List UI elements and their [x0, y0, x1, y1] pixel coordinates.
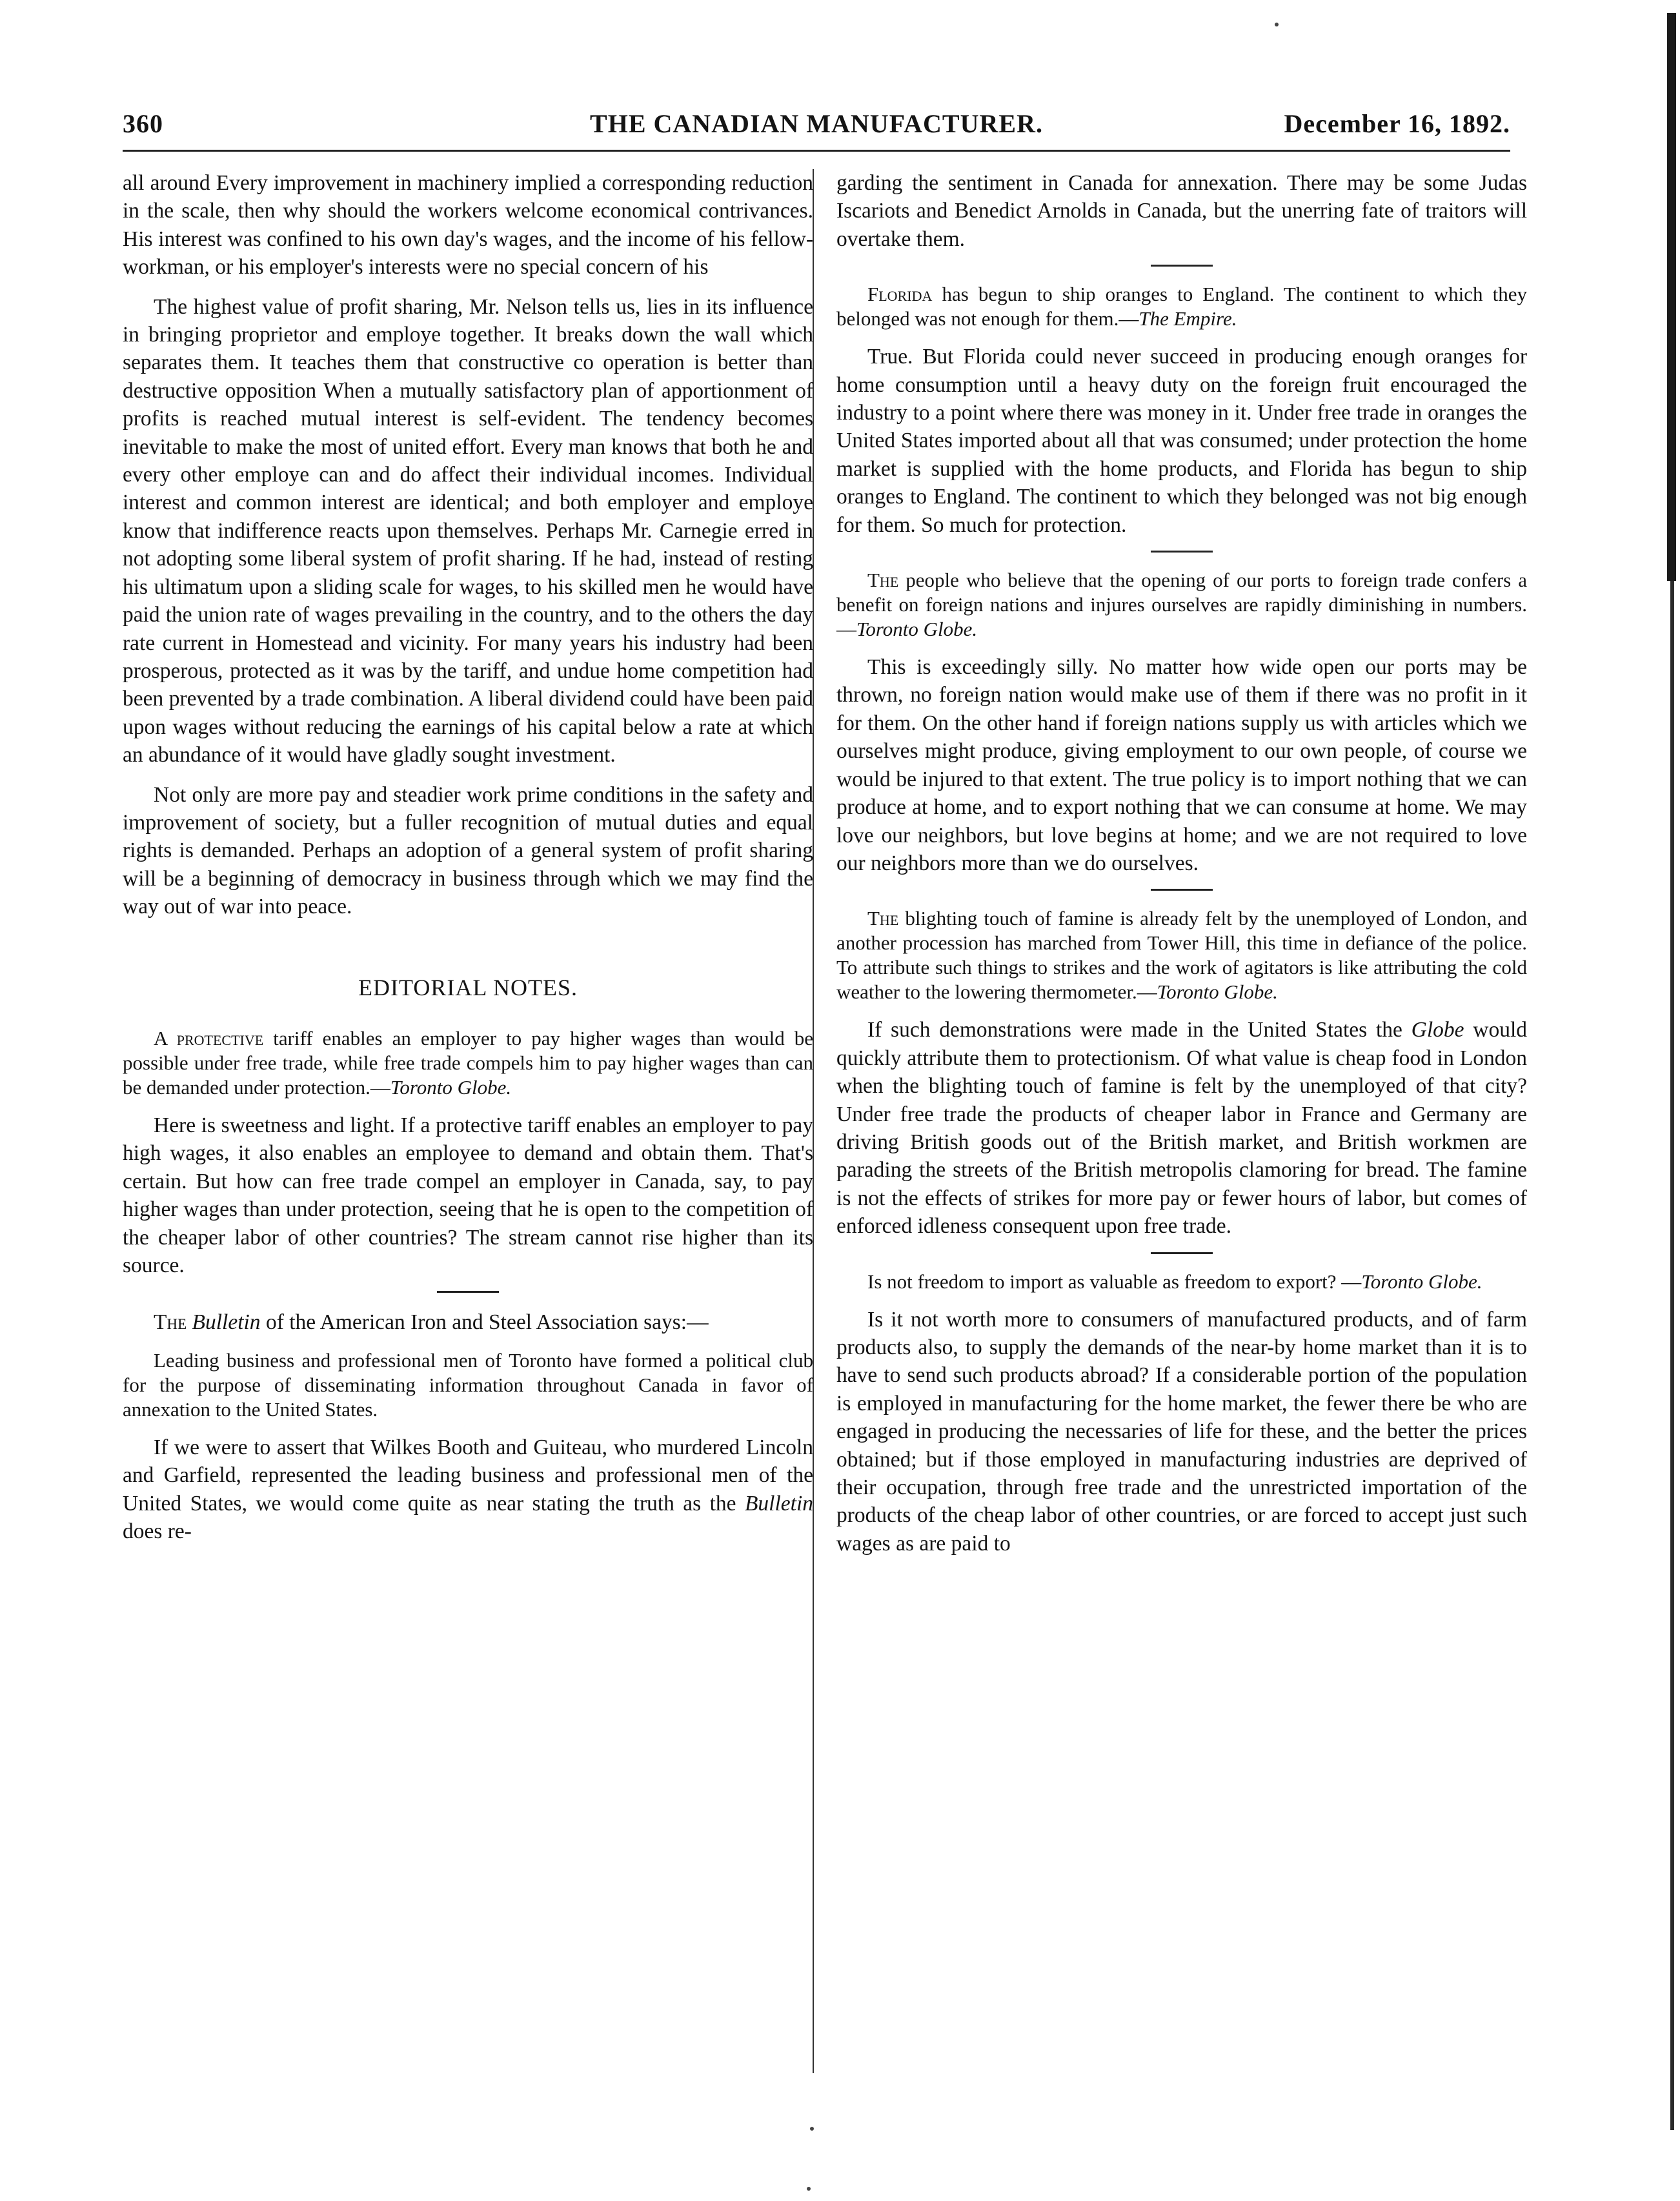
note-separator	[1151, 265, 1213, 267]
note-reply	[836, 1016, 1527, 1240]
note-separator	[1151, 551, 1213, 553]
note-separator	[437, 1291, 499, 1293]
note-separator	[1151, 889, 1213, 891]
note-reply: This is exceedingly silly. No matter how wide open our ports may be thrown, no foreign nation would make use of them if there was no profit in it for them. On the other hand if foreign nations supply us with articles which we ourselves might produce, giving employment to our own people, of course we would be injured to that extent. The true policy is to import nothing that we can produce at home, and to export nothing that we can consume at home. We may love our neighbors, but love begins at home; and we are not required to love our neighbors more than we do ourselves.	[836, 655, 1527, 875]
scan-speck	[810, 2127, 814, 2131]
note-quote	[836, 906, 1527, 1004]
section-heading: EDITORIAL NOTES.	[358, 974, 578, 1000]
note-intro	[123, 1308, 813, 1336]
note-lead: Florida	[867, 283, 933, 306]
note-quote	[836, 1270, 1527, 1294]
left-column	[123, 169, 813, 1557]
quote-source: Toronto Globe.	[856, 618, 978, 641]
reply-text: does re-	[123, 1519, 192, 1544]
note-quote	[123, 1026, 813, 1100]
page-header	[123, 108, 1510, 147]
article-paragraph: Not only are more pay and steadier work prime conditions in the safety and improvement of society, but a fuller recognition of mutual duties and equal rights is demanded. Perhaps an adoption of a general system of profit sharing will be a beginning of democracy in business through which we may find the way out of war into peace.	[123, 782, 813, 919]
right-column	[836, 169, 1527, 1569]
quote-text: tariff enables an employer to pay higher wages than would be possible under free trade, while free trade compels him to pay higher wages than can be demanded under protection.—	[123, 1026, 813, 1099]
publication-name: Bulletin	[192, 1310, 261, 1335]
note-quote: Leading business and professional men of Toronto have formed a political club for the purpose of disseminating information throughout Canada in favor of annexation to the United States.	[123, 1348, 813, 1421]
note-lead: The	[867, 907, 899, 930]
intro-text: of the American Iron and Steel Association says:—	[265, 1310, 709, 1335]
note-lead: The	[154, 1310, 187, 1335]
quote-source: The Empire.	[1139, 307, 1237, 330]
note-separator	[1151, 1252, 1213, 1254]
note-reply	[123, 1434, 813, 1546]
article-paragraph: The highest value of profit sharing, Mr. Nelson tells us, lies in its influence in bringing proprietor and employe together. It breaks down the wall which separates them. It teaches them that constructive co operation is better than destructive opposition When a mutually satisfactory plan of apportionment of profits is reached mutual interest is self-evident. The tendency becomes inevitable to make the most of united effort. Every man knows that both he and every other employe can and do affect their individual incomes. Individual interest and common interest are identical; and both employer and employe know that indifference reacts upon themselves. Perhaps Mr. Carnegie erred in not adopting some liberal system of profit sharing. If he had, instead of resting his ultimatum upon a sliding scale for wages, to his skilled men he would have paid the union rate of wages prevailing in the country, and to the others the day rate current in Homestead and vicinity. For many years his industry had been prosperous, protected as it was by the tariff, and undue home competition had been prevented by a trade combination. A liberal dividend could have been paid upon wages without reducing the earnings of his capital below a rate at which an abundance of it would have gladly sought investment.	[123, 294, 813, 767]
quote-source: Toronto Globe.	[390, 1075, 512, 1099]
quote-text: Is not freedom to import as valuable as freedom to export? —	[867, 1270, 1362, 1293]
reply-text: If such demonstrations were made in the United States the	[867, 1018, 1402, 1042]
quote-text: people who believe that the opening of our ports to foreign trade confers a benefit on foreign nations and injures ourselves are rapidly diminishing in numbers.—	[836, 569, 1528, 641]
scan-speck	[807, 2187, 811, 2191]
note-lead: The	[867, 569, 899, 592]
reply-text: If we were to assert that Wilkes Booth and Guiteau, who murdered Lincoln and Garfield, represented the leading business and professional men of the United States, we would come quite as near stating the truth as the	[123, 1435, 813, 1516]
note-quote	[836, 282, 1527, 331]
note-reply: True. But Florida could never succeed in producing enough oranges for home consumption until a heavy duty on the foreign fruit encouraged the industry to a point where there was money in it. Under free trade in oranges the United States imported about all that was consumed; under protection the home market is supplied with the home products, and Florida has begun to ship oranges to England. The continent to which they belonged was not big enough for them. So much for protection.	[836, 345, 1527, 537]
scan-edge-mark	[1667, 13, 1676, 581]
note-reply: Here is sweetness and light. If a protective tariff enables an employer to pay high wages, it also enables an employee to demand and obtain them. That's certain. But how can free trade compel an employer in Canada, say, to pay higher wages than under protection, seeing that he is open to the competition of the cheaper labor of other countries? The stream cannot rise higher than its source.	[123, 1113, 813, 1277]
quote-source: Toronto Globe.	[1157, 980, 1278, 1004]
note-lead: A protective	[154, 1026, 264, 1050]
publication-name: Globe	[1411, 1018, 1464, 1042]
quote-text: blighting touch of famine is already felt by the unemployed of London, and another procession has marched from Tower Hill, this time in defiance of the police. To attribute such things to strikes and the work of agitators is like attributing the cold weather to the lowering thermometer.—	[836, 907, 1527, 1004]
article-paragraph: garding the sentiment in Canada for annexation. There may be some Judas Iscariots and Benedict Arnolds in Canada, but the unerring fate of traitors will overtake them.	[836, 171, 1527, 251]
article-paragraph: all around Every improvement in machinery implied a corresponding reduction in the scale, then why should the workers welcome economical contrivances. His interest was confined to his own day's wages, and the income of his fellow-workman, or his employer's interests were no special concern of his	[123, 171, 813, 279]
publication-title: THE CANADIAN MANUFACTURER.	[590, 109, 1043, 138]
publication-name: Bulletin	[744, 1491, 814, 1516]
note-reply: Is it not worth more to consumers of manufactured products, and of farm products also, to supply the demands of the near-by home market than it is to have to send such products abroad? If a considerable portion of the population is employed in manufacturing for the home market, the fewer there be who are engaged in producing the necessaries of life for these, and the better the prices obtained; but if those employed in manufacturing industries are deprived of their occupation, through free trade and the unrestricted importation of the products of the cheap labor of other countries, or are forced to accept just such wages as are paid to	[836, 1307, 1527, 1556]
reply-text: would quickly attribute them to protectionism. Of what value is cheap food in London when the blighting touch of famine is felt by the unemployed of that city? Under free trade the products of cheaper labor in France and Germany are driving British goods out of the British market, and British workmen are parading the streets of the British metropolis clamoring for bread. The famine is not the effects of strikes for more pay or fewer hours of labor, but comes of enforced idleness consequent upon free trade.	[836, 1018, 1528, 1239]
scan-speck	[1275, 23, 1279, 26]
page-number: 360	[123, 109, 163, 138]
quote-source: Toronto Globe.	[1361, 1270, 1483, 1293]
scan-edge-mark	[1670, 581, 1674, 2130]
header-rule	[123, 150, 1510, 152]
quote-text: has begun to ship oranges to England. The continent to which they belonged was not enough for them.—	[836, 283, 1528, 330]
issue-date: December 16, 1892.	[1284, 109, 1510, 138]
note-quote	[836, 568, 1527, 642]
